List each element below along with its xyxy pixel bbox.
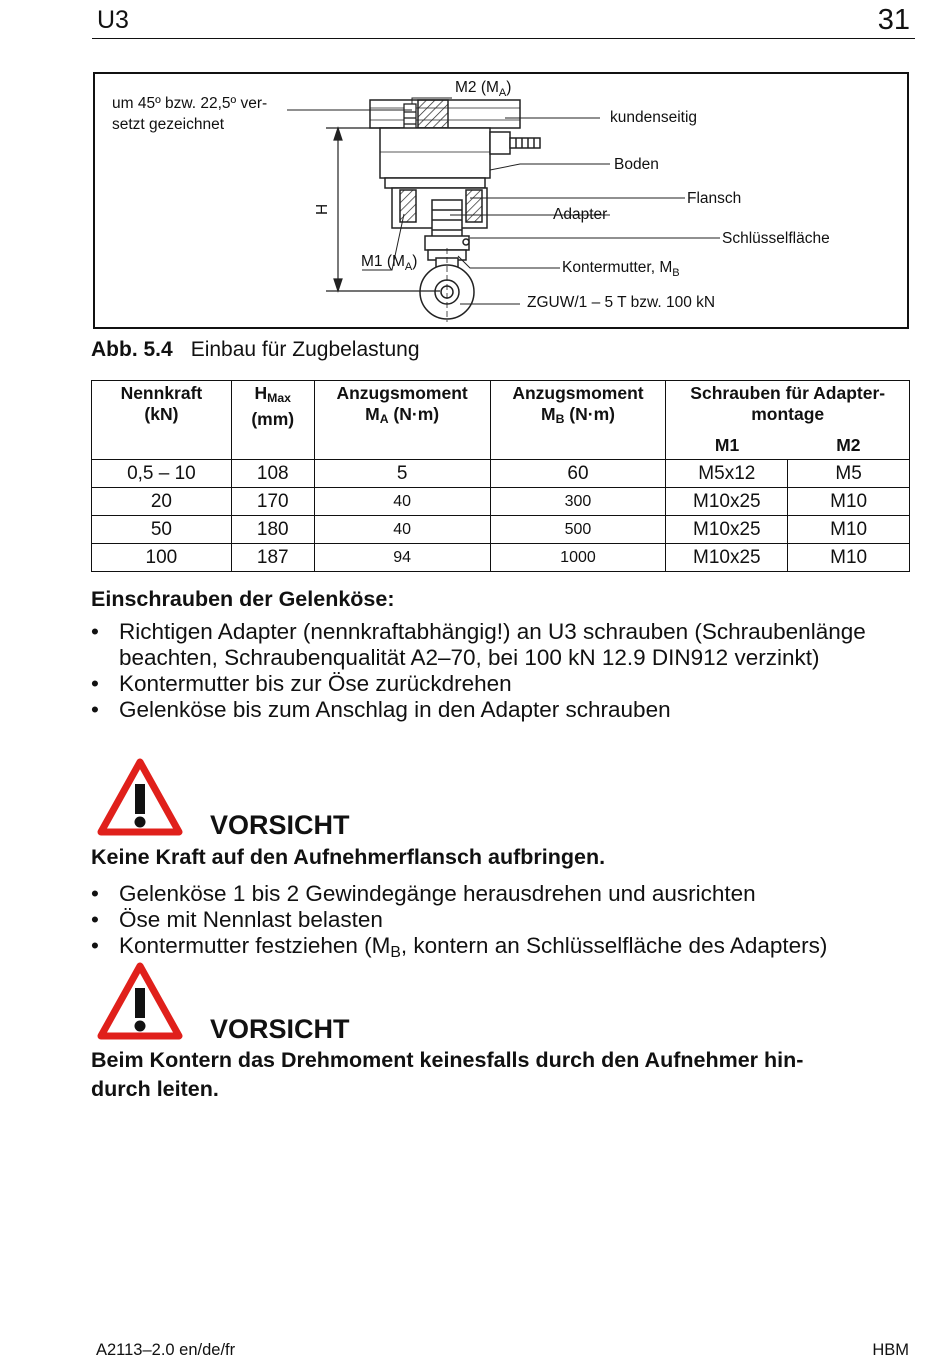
col-schrauben: Schrauben für Adapter- montage bbox=[666, 381, 910, 434]
col-ma: Anzugsmoment $M_A$ (N·m) bbox=[314, 381, 490, 460]
label-m1: M1 $(M_A)$ bbox=[361, 253, 418, 273]
cell-nennkraft: 20 bbox=[92, 488, 232, 516]
label-kundenseitig: kundenseitig bbox=[610, 109, 698, 126]
list-item: • Gelenköse 1 bis 2 Gewindegänge herausdrehen und ausrichten bbox=[91, 881, 921, 907]
list-item: • Gelenköse bis zum Anschlag in den Adapter schrauben bbox=[91, 697, 921, 723]
list-item: • Öse mit Nennlast belasten bbox=[91, 907, 921, 933]
cell-ma: 5 bbox=[314, 460, 490, 488]
adapter bbox=[425, 200, 469, 250]
cell-nennkraft: 100 bbox=[92, 544, 232, 572]
table-row bbox=[92, 544, 910, 572]
instruction-list bbox=[91, 619, 921, 723]
footer-brand: HBM bbox=[872, 1341, 909, 1359]
cell-m2: M5 bbox=[788, 460, 910, 488]
cell-mb: 1000 bbox=[490, 544, 666, 572]
footer-doc-ref: A2113–2.0 en/de/fr bbox=[96, 1341, 236, 1359]
cell-m2: M10 bbox=[788, 516, 910, 544]
cell-m2: M10 bbox=[788, 488, 910, 516]
warning-title: VORSICHT bbox=[210, 810, 350, 840]
col-nennkraft: Nennkraft (kN) bbox=[92, 381, 232, 460]
cell-m2: M10 bbox=[788, 544, 910, 572]
list-item: • Kontermutter festziehen ($M_B$, kontern an Schlüsselfläche des Adapters) bbox=[91, 933, 921, 966]
cell-m1: M10x25 bbox=[666, 544, 788, 572]
label-boden: Boden bbox=[614, 156, 659, 173]
installation-drawing bbox=[0, 0, 950, 340]
cell-hmax: 170 bbox=[231, 488, 314, 516]
warning-triangle-icon bbox=[97, 758, 183, 836]
customer-plate bbox=[370, 100, 520, 128]
col-m1: M1 bbox=[666, 433, 788, 460]
warning-text: Keine Kraft auf den Aufnehmerflansch aufbringen. bbox=[91, 845, 606, 869]
instruction-list-2 bbox=[91, 881, 921, 966]
label-rotation-note-2: setzt gezeichnet bbox=[112, 116, 225, 133]
table-header-row bbox=[92, 381, 910, 434]
label-adapter: Adapter bbox=[553, 206, 608, 223]
table-row bbox=[92, 460, 910, 488]
caption-text: Einbau für Zugbelastung bbox=[190, 338, 420, 361]
cell-hmax: 187 bbox=[231, 544, 314, 572]
list-item: • Richtigen Adapter (nennkraftabhängig!) an U3 schrauben (Schraubenlänge beachten, Schraubenqualität A2–70, bei 100 kN 12.9 DIN912 verzinkt) bbox=[91, 619, 921, 671]
label-flansch: Flansch bbox=[687, 190, 742, 207]
cell-mb: 60 bbox=[490, 460, 666, 488]
cell-mb: 300 bbox=[490, 488, 666, 516]
warning-text: Beim Kontern das Drehmoment keinesfalls durch den Aufnehmer hin- durch leiten. bbox=[91, 1048, 804, 1101]
label-m2: M2 $(M_A)$ bbox=[455, 79, 512, 99]
cell-hmax: 180 bbox=[231, 516, 314, 544]
warning-title: VORSICHT bbox=[210, 1014, 350, 1044]
table-row bbox=[92, 516, 910, 544]
table-row bbox=[92, 488, 910, 516]
cell-ma: 94 bbox=[314, 544, 490, 572]
cell-nennkraft: 50 bbox=[92, 516, 232, 544]
col-hmax: $H_{Max}$ (mm) bbox=[231, 381, 314, 460]
warning-triangle-icon bbox=[97, 962, 183, 1040]
cell-mb: 500 bbox=[490, 516, 666, 544]
figure-caption bbox=[91, 338, 420, 362]
col-mb: Anzugsmoment $M_B$ (N·m) bbox=[490, 381, 666, 460]
label-rotation-note-1: um 45º bzw. 22,5º ver- bbox=[112, 95, 268, 112]
col-m2: M2 bbox=[788, 433, 910, 460]
cell-ma: 40 bbox=[314, 516, 490, 544]
transducer-body bbox=[380, 128, 540, 178]
cell-hmax: 108 bbox=[231, 460, 314, 488]
label-schluesselflaeche: Schlüsselfläche bbox=[722, 230, 830, 247]
caption-number: Abb. 5.4 bbox=[91, 338, 173, 361]
label-h: H bbox=[314, 203, 331, 215]
cell-nennkraft: 0,5 – 10 bbox=[92, 460, 232, 488]
page-number: 31 bbox=[877, 4, 910, 36]
cell-m1: M10x25 bbox=[666, 488, 788, 516]
cell-ma: 40 bbox=[314, 488, 490, 516]
list-item: • Kontermutter bis zur Öse zurückdrehen bbox=[91, 671, 921, 697]
label-kontermutter: Kontermutter, $M_B$ bbox=[562, 259, 680, 279]
section-title: Einschrauben der Gelenköse: bbox=[91, 587, 395, 611]
label-zguw: ZGUW/1 – 5 T bzw. 100 kN bbox=[527, 294, 716, 311]
header-doc-id: U3 bbox=[97, 6, 129, 34]
cell-m1: M5x12 bbox=[666, 460, 788, 488]
spec-table bbox=[91, 380, 910, 572]
cell-m1: M10x25 bbox=[666, 516, 788, 544]
